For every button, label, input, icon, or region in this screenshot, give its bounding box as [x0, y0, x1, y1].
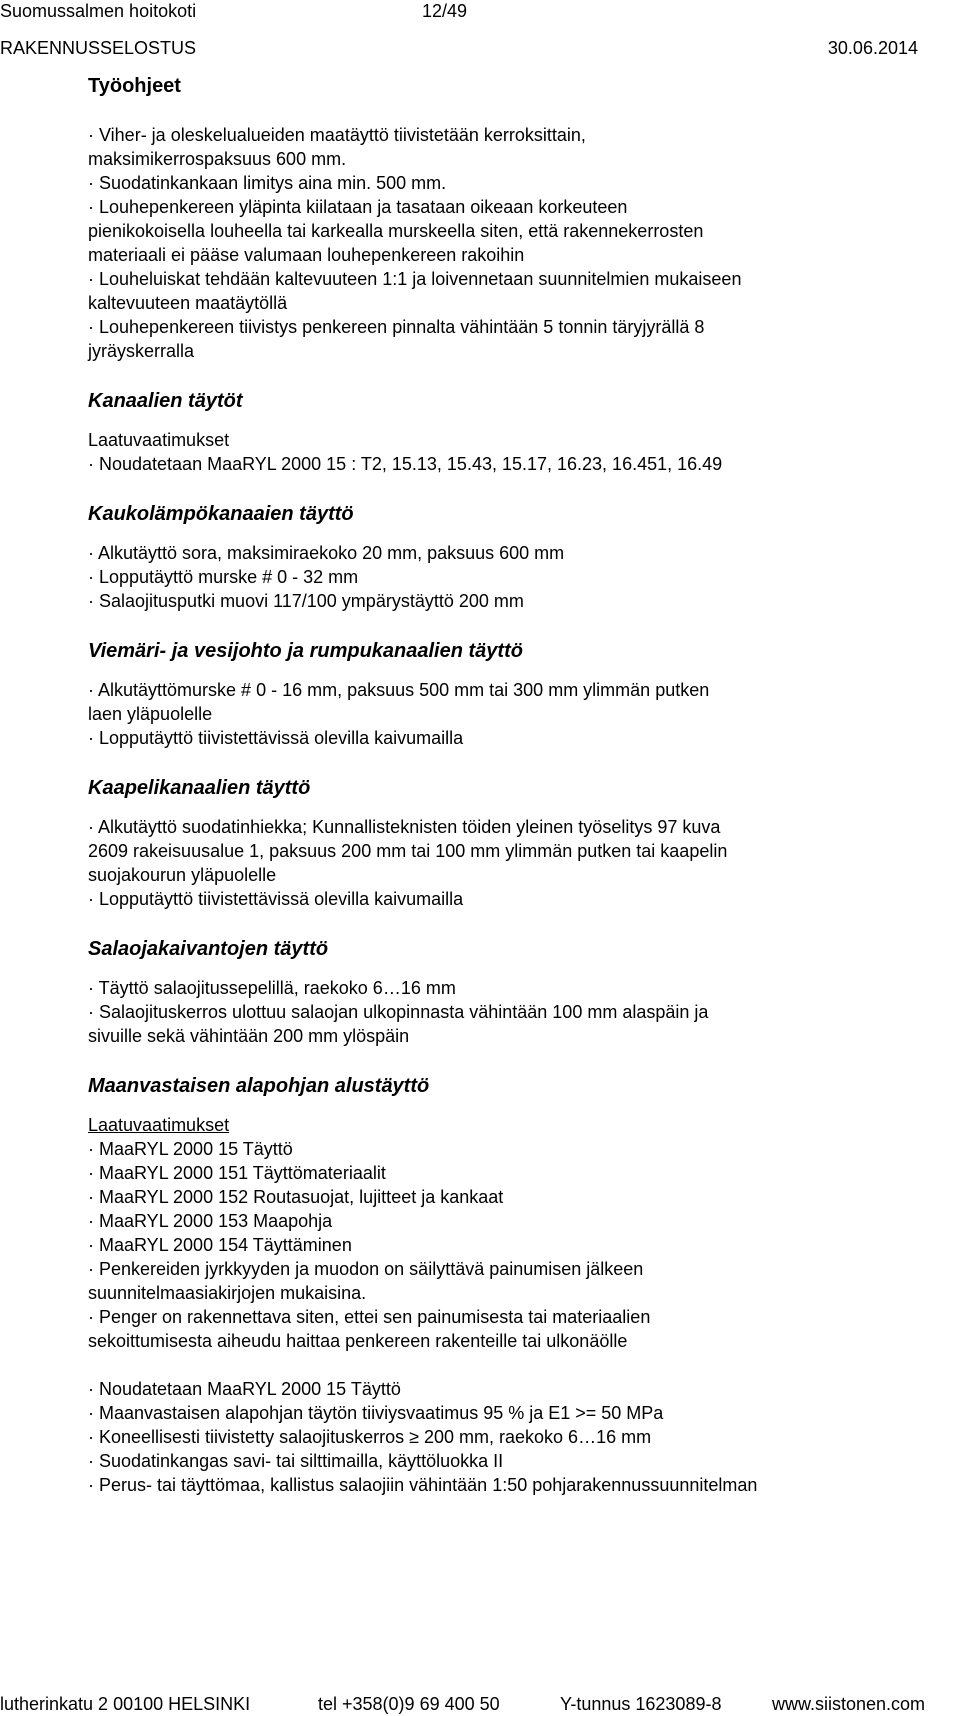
- text-line: · Täyttö salaojitussepelillä, raekoko 6…16 mm: [88, 978, 456, 998]
- text-line: sekoittumisesta aiheudu haittaa penkereen rakenteille tai ulkonäölle: [88, 1331, 628, 1351]
- text-line: · Perus- tai täyttömaa, kallistus salaojiin vähintään 1:50 pohjarakennussuunnitelman: [88, 1475, 758, 1495]
- text-line: maksimikerrospaksuus 600 mm.: [88, 149, 347, 169]
- text-line: · Penger on rakennettava siten, ettei sen painumisesta tai materiaalien: [88, 1307, 651, 1327]
- text-line: · Lopputäyttö tiivistettävissä olevilla kaivumailla: [88, 889, 464, 909]
- text-line: · MaaRYL 2000 153 Maapohja: [88, 1211, 333, 1231]
- text-line: pienikokoisella louheella tai karkealla murskeella siten, että rakennekerrosten: [88, 221, 704, 241]
- text-line: laen yläpuolelle: [88, 704, 213, 724]
- text-line: · Lopputäyttö murske # 0 - 32 mm: [88, 567, 359, 587]
- text-line: kaltevuuteen maatäytöllä: [88, 293, 288, 313]
- section-title-kaukolampo: Kaukolämpökanaaien täyttö: [88, 503, 354, 525]
- header-page-number: 12/49: [422, 1, 468, 21]
- text-line: · MaaRYL 2000 152 Routasuojat, lujitteet ja kankaat: [88, 1187, 504, 1207]
- text-line: · Maanvastaisen alapohjan täytön tiiviysvaatimus 95 % ja E1 >= 50 MPa: [88, 1403, 664, 1423]
- text-line: · Salaojitusputki muovi 117/100 ympärystäyttö 200 mm: [88, 591, 524, 611]
- section-title-alapohja: Maanvastaisen alapohjan alustäyttö: [88, 1075, 430, 1097]
- text-line: jyräyskerralla: [88, 341, 195, 361]
- text-line: · MaaRYL 2000 151 Täyttömateriaalit: [88, 1163, 386, 1183]
- text-line: · Louheluiskat tehdään kaltevuuteen 1:1 ja loivennetaan suunnitelmien mukaiseen: [88, 269, 742, 289]
- text-line: · Penkereiden jyrkkyyden ja muodon on säilyttävä painumisen jälkeen: [88, 1259, 644, 1279]
- text-line: · MaaRYL 2000 15 Täyttö: [88, 1139, 293, 1159]
- footer-phone: tel +358(0)9 69 400 50: [318, 1694, 500, 1714]
- text-line: · Viher- ja oleskelualueiden maatäyttö tiivistetään kerroksittain,: [88, 125, 586, 145]
- header-organization: Suomussalmen hoitokoti: [0, 1, 197, 21]
- document-body: [88, 73, 948, 1497]
- text-line: · Suodatinkankaan limitys aina min. 500 mm.: [88, 173, 447, 193]
- text-line: · Salaojituskerros ulottuu salaojan ulkopinnasta vähintään 100 mm alaspäin ja: [88, 1002, 709, 1022]
- text-line: · Louhepenkereen yläpinta kiilataan ja tasataan oikeaan korkeuteen: [88, 197, 628, 217]
- spacer: [88, 1353, 948, 1377]
- section-title-kanaalien: Kanaalien täytöt: [88, 390, 243, 412]
- text-line: · Suodatinkangas savi- tai silttimailla, käyttöluokka II: [88, 1451, 504, 1471]
- text-line: · Koneellisesti tiivistetty salaojituskerros ≥ 200 mm, raekoko 6…16 mm: [88, 1427, 652, 1447]
- text-line: · MaaRYL 2000 154 Täyttäminen: [88, 1235, 352, 1255]
- text-line: · Alkutäyttö suodatinhiekka; Kunnallisteknisten töiden yleinen työselitys 97 kuva: [88, 817, 721, 837]
- text-line: · Alkutäyttömurske # 0 - 16 mm, paksuus 500 mm tai 300 mm ylimmän putken: [88, 680, 710, 700]
- footer-business-id: Y-tunnus 1623089-8: [560, 1694, 722, 1714]
- footer-address: lutherinkatu 2 00100 HELSINKI: [0, 1694, 251, 1714]
- section-title-kaapeli: Kaapelikanaalien täyttö: [88, 777, 311, 799]
- text-line: · Lopputäyttö tiivistettävissä olevilla kaivumailla: [88, 728, 464, 748]
- text-line: · Noudatetaan MaaRYL 2000 15 Täyttö: [88, 1379, 401, 1399]
- text-line: · Louhepenkereen tiivistys penkereen pinnalta vähintään 5 tonnin täryjyrällä 8: [88, 317, 705, 337]
- text-line: 2609 rakeisuusalue 1, paksuus 200 mm tai 100 mm ylimmän putken tai kaapelin: [88, 841, 728, 861]
- text-line: materiaali ei pääse valumaan louhepenkereen rakoihin: [88, 245, 525, 265]
- header-date: 30.06.2014: [827, 38, 918, 58]
- text-line: · Alkutäyttö sora, maksimiraekoko 20 mm, paksuus 600 mm: [88, 543, 565, 563]
- header-document-type: RAKENNUSSELOSTUS: [0, 38, 197, 58]
- text-line: · Noudatetaan MaaRYL 2000 15 : T2, 15.13, 15.43, 15.17, 16.23, 16.451, 16.49: [88, 454, 723, 474]
- section-title-viemari: Viemäri- ja vesijohto ja rumpukanaalien täyttö: [88, 640, 523, 662]
- subtitle-laatuvaatimukset-underlined: Laatuvaatimukset: [88, 1115, 230, 1135]
- text-line: suunnitelmaasiakirjojen mukaisina.: [88, 1283, 367, 1303]
- footer-website: www.siistonen.com: [772, 1694, 926, 1714]
- section-tyoohjeet-body: [88, 123, 948, 363]
- section-title-tyoohjeet: Työohjeet: [88, 75, 181, 97]
- section-title-salaoja: Salaojakaivantojen täyttö: [88, 938, 329, 960]
- text-line: suojakourun yläpuolelle: [88, 865, 277, 885]
- text-line: sivuille sekä vähintään 200 mm ylöspäin: [88, 1026, 410, 1046]
- subtitle-laatuvaatimukset: Laatuvaatimukset: [88, 430, 230, 450]
